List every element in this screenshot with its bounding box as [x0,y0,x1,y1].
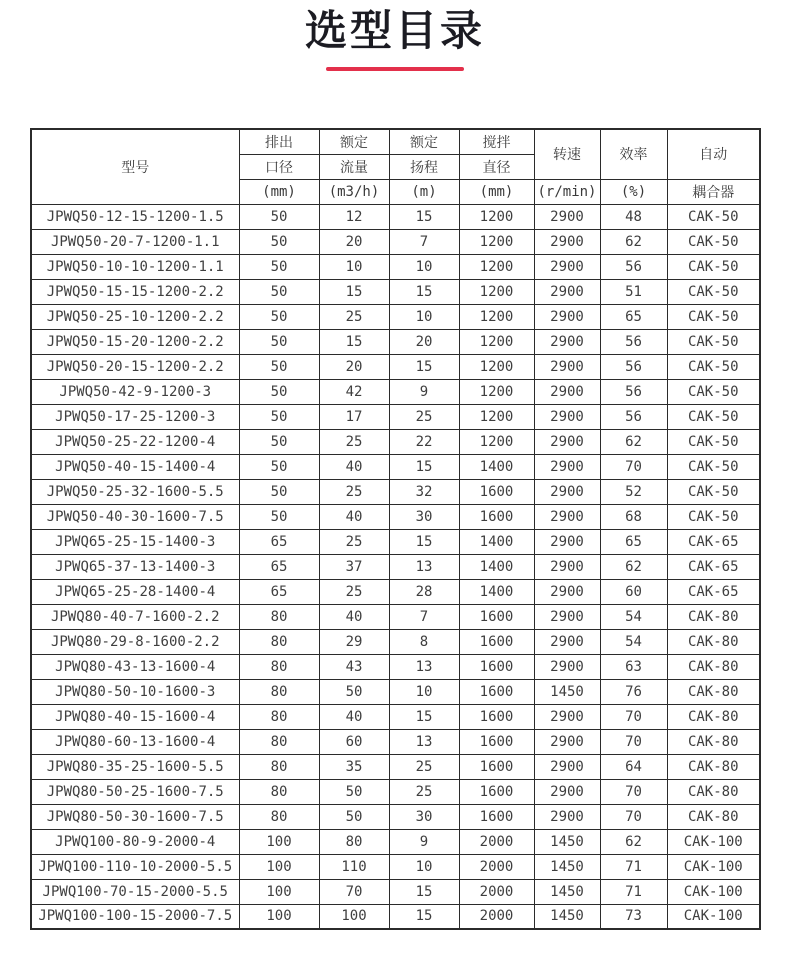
cell-rated-head: 30 [389,504,459,529]
cell-model: JPWQ50-42-9-1200-3 [31,379,239,404]
header-auto-coupler-unit: 耦合器 [667,179,760,204]
cell-auto-coupler: CAK-80 [667,704,760,729]
cell-speed: 2900 [534,204,600,229]
cell-mixing-diameter: 1200 [459,354,534,379]
cell-mixing-diameter: 1200 [459,429,534,454]
cell-mixing-diameter: 1400 [459,454,534,479]
cell-rated-flow: 25 [319,429,389,454]
cell-rated-head: 15 [389,529,459,554]
page-header [0,0,790,71]
cell-speed: 2900 [534,479,600,504]
cell-outlet-diameter: 50 [239,279,319,304]
cell-efficiency: 73 [600,904,667,929]
table-row [31,754,760,779]
header-mixing-mid: 直径 [459,154,534,179]
table-row [31,454,760,479]
cell-auto-coupler: CAK-50 [667,479,760,504]
cell-model: JPWQ50-15-15-1200-2.2 [31,279,239,304]
cell-auto-coupler: CAK-80 [667,629,760,654]
cell-auto-coupler: CAK-50 [667,454,760,479]
cell-rated-head: 22 [389,429,459,454]
cell-rated-head: 20 [389,329,459,354]
cell-outlet-diameter: 50 [239,454,319,479]
cell-auto-coupler: CAK-50 [667,379,760,404]
cell-outlet-diameter: 80 [239,604,319,629]
cell-rated-flow: 20 [319,354,389,379]
cell-rated-flow: 42 [319,379,389,404]
cell-auto-coupler: CAK-100 [667,879,760,904]
cell-auto-coupler: CAK-80 [667,754,760,779]
cell-auto-coupler: CAK-65 [667,579,760,604]
cell-auto-coupler: CAK-80 [667,779,760,804]
cell-model: JPWQ100-110-10-2000-5.5 [31,854,239,879]
table-row [31,354,760,379]
cell-mixing-diameter: 1600 [459,504,534,529]
cell-efficiency: 65 [600,304,667,329]
table-row [31,429,760,454]
cell-rated-head: 15 [389,704,459,729]
cell-outlet-diameter: 50 [239,229,319,254]
cell-efficiency: 56 [600,329,667,354]
header-flow-unit: (m3/h) [319,179,389,204]
cell-auto-coupler: CAK-50 [667,279,760,304]
cell-rated-flow: 80 [319,829,389,854]
cell-rated-head: 9 [389,379,459,404]
cell-model: JPWQ80-50-30-1600-7.5 [31,804,239,829]
header-efficiency-unit: (%) [600,179,667,204]
table-row [31,529,760,554]
cell-outlet-diameter: 50 [239,204,319,229]
cell-mixing-diameter: 2000 [459,904,534,929]
cell-speed: 2900 [534,429,600,454]
cell-auto-coupler: CAK-80 [667,804,760,829]
table-row [31,379,760,404]
cell-speed: 2900 [534,579,600,604]
cell-auto-coupler: CAK-50 [667,304,760,329]
cell-mixing-diameter: 1200 [459,229,534,254]
header-auto-coupler: 自动 [667,129,760,179]
cell-model: JPWQ80-43-13-1600-4 [31,654,239,679]
cell-model: JPWQ50-12-15-1200-1.5 [31,204,239,229]
cell-outlet-diameter: 50 [239,404,319,429]
cell-auto-coupler: CAK-80 [667,729,760,754]
cell-auto-coupler: CAK-65 [667,554,760,579]
cell-model: JPWQ65-25-28-1400-4 [31,579,239,604]
cell-rated-head: 15 [389,879,459,904]
cell-rated-head: 10 [389,679,459,704]
cell-rated-head: 15 [389,354,459,379]
table-row [31,604,760,629]
cell-auto-coupler: CAK-50 [667,204,760,229]
cell-speed: 2900 [534,804,600,829]
cell-rated-head: 15 [389,204,459,229]
cell-rated-flow: 100 [319,904,389,929]
cell-speed: 2900 [534,379,600,404]
cell-auto-coupler: CAK-50 [667,354,760,379]
cell-efficiency: 54 [600,604,667,629]
cell-outlet-diameter: 65 [239,529,319,554]
cell-model: JPWQ80-40-15-1600-4 [31,704,239,729]
table-row [31,729,760,754]
cell-mixing-diameter: 1200 [459,279,534,304]
cell-model: JPWQ50-15-20-1200-2.2 [31,329,239,354]
cell-efficiency: 56 [600,379,667,404]
cell-rated-head: 15 [389,454,459,479]
cell-mixing-diameter: 1400 [459,579,534,604]
cell-model: JPWQ50-10-10-1200-1.1 [31,254,239,279]
cell-model: JPWQ100-80-9-2000-4 [31,829,239,854]
cell-speed: 2900 [534,454,600,479]
cell-efficiency: 65 [600,529,667,554]
cell-auto-coupler: CAK-50 [667,429,760,454]
cell-rated-head: 9 [389,829,459,854]
cell-speed: 2900 [534,654,600,679]
cell-efficiency: 70 [600,729,667,754]
cell-auto-coupler: CAK-50 [667,504,760,529]
cell-outlet-diameter: 50 [239,329,319,354]
cell-rated-flow: 50 [319,779,389,804]
cell-speed: 2900 [534,604,600,629]
cell-mixing-diameter: 1200 [459,254,534,279]
cell-efficiency: 70 [600,804,667,829]
cell-outlet-diameter: 100 [239,904,319,929]
cell-speed: 1450 [534,904,600,929]
cell-speed: 1450 [534,879,600,904]
cell-efficiency: 62 [600,554,667,579]
cell-outlet-diameter: 80 [239,704,319,729]
cell-efficiency: 56 [600,254,667,279]
cell-efficiency: 63 [600,654,667,679]
cell-rated-flow: 10 [319,254,389,279]
header-flow-mid: 流量 [319,154,389,179]
cell-rated-flow: 25 [319,479,389,504]
cell-mixing-diameter: 1400 [459,529,534,554]
header-mixing-top: 搅拌 [459,129,534,154]
cell-model: JPWQ100-100-15-2000-7.5 [31,904,239,929]
cell-outlet-diameter: 50 [239,379,319,404]
table-row [31,879,760,904]
cell-mixing-diameter: 1600 [459,629,534,654]
cell-model: JPWQ80-40-7-1600-2.2 [31,604,239,629]
table-row [31,654,760,679]
cell-speed: 2900 [534,229,600,254]
cell-efficiency: 60 [600,579,667,604]
cell-outlet-diameter: 80 [239,804,319,829]
table-row [31,404,760,429]
cell-rated-head: 25 [389,754,459,779]
cell-efficiency: 62 [600,229,667,254]
cell-mixing-diameter: 1600 [459,804,534,829]
cell-mixing-diameter: 1600 [459,704,534,729]
cell-rated-flow: 40 [319,604,389,629]
cell-efficiency: 56 [600,354,667,379]
cell-outlet-diameter: 100 [239,879,319,904]
cell-model: JPWQ100-70-15-2000-5.5 [31,879,239,904]
cell-outlet-diameter: 50 [239,354,319,379]
header-outlet-top: 排出 [239,129,319,154]
cell-speed: 2900 [534,504,600,529]
cell-rated-flow: 17 [319,404,389,429]
cell-efficiency: 70 [600,779,667,804]
cell-outlet-diameter: 100 [239,829,319,854]
header-head-mid: 扬程 [389,154,459,179]
cell-outlet-diameter: 65 [239,579,319,604]
cell-rated-head: 32 [389,479,459,504]
cell-efficiency: 64 [600,754,667,779]
cell-efficiency: 68 [600,504,667,529]
cell-mixing-diameter: 1400 [459,554,534,579]
cell-outlet-diameter: 80 [239,754,319,779]
cell-mixing-diameter: 2000 [459,829,534,854]
table-row [31,554,760,579]
cell-rated-flow: 15 [319,279,389,304]
cell-outlet-diameter: 80 [239,729,319,754]
cell-mixing-diameter: 1200 [459,329,534,354]
cell-mixing-diameter: 1600 [459,654,534,679]
table-row [31,254,760,279]
header-mixing-unit: (mm) [459,179,534,204]
cell-rated-head: 13 [389,729,459,754]
cell-efficiency: 71 [600,879,667,904]
cell-rated-head: 7 [389,604,459,629]
cell-rated-flow: 25 [319,579,389,604]
cell-efficiency: 76 [600,679,667,704]
cell-efficiency: 71 [600,854,667,879]
cell-speed: 2900 [534,779,600,804]
header-head-unit: (m) [389,179,459,204]
cell-mixing-diameter: 1200 [459,379,534,404]
title-underline-accent [326,67,464,71]
cell-model: JPWQ50-20-15-1200-2.2 [31,354,239,379]
cell-speed: 2900 [534,529,600,554]
cell-auto-coupler: CAK-80 [667,604,760,629]
table-row [31,854,760,879]
cell-rated-flow: 110 [319,854,389,879]
header-flow-top: 额定 [319,129,389,154]
table-row [31,829,760,854]
table-row [31,679,760,704]
cell-rated-head: 30 [389,804,459,829]
cell-auto-coupler: CAK-50 [667,229,760,254]
cell-rated-flow: 20 [319,229,389,254]
cell-rated-head: 7 [389,229,459,254]
cell-rated-head: 13 [389,654,459,679]
cell-rated-head: 13 [389,554,459,579]
cell-outlet-diameter: 50 [239,504,319,529]
cell-speed: 2900 [534,754,600,779]
cell-rated-flow: 15 [319,329,389,354]
table-row [31,229,760,254]
cell-rated-flow: 50 [319,804,389,829]
cell-speed: 1450 [534,829,600,854]
cell-mixing-diameter: 1600 [459,779,534,804]
cell-outlet-diameter: 100 [239,854,319,879]
cell-auto-coupler: CAK-50 [667,329,760,354]
table-row [31,579,760,604]
header-speed: 转速 [534,129,600,179]
cell-rated-head: 10 [389,304,459,329]
cell-rated-flow: 60 [319,729,389,754]
cell-efficiency: 56 [600,404,667,429]
table-row [31,704,760,729]
table-row [31,329,760,354]
cell-rated-head: 25 [389,404,459,429]
cell-speed: 1450 [534,854,600,879]
cell-rated-flow: 40 [319,504,389,529]
cell-auto-coupler: CAK-100 [667,854,760,879]
cell-auto-coupler: CAK-80 [667,654,760,679]
cell-efficiency: 70 [600,704,667,729]
page-title: 选型目录 [304,6,485,55]
cell-speed: 2900 [534,554,600,579]
cell-efficiency: 52 [600,479,667,504]
cell-speed: 2900 [534,254,600,279]
header-model: 型号 [31,129,239,204]
cell-efficiency: 51 [600,279,667,304]
cell-auto-coupler: CAK-80 [667,679,760,704]
cell-outlet-diameter: 80 [239,629,319,654]
cell-efficiency: 54 [600,629,667,654]
header-outlet-unit: (mm) [239,179,319,204]
table-row [31,629,760,654]
cell-model: JPWQ50-25-10-1200-2.2 [31,304,239,329]
cell-model: JPWQ80-60-13-1600-4 [31,729,239,754]
cell-outlet-diameter: 50 [239,479,319,504]
cell-efficiency: 62 [600,429,667,454]
cell-speed: 1450 [534,679,600,704]
cell-speed: 2900 [534,279,600,304]
cell-mixing-diameter: 1600 [459,479,534,504]
header-outlet-mid: 口径 [239,154,319,179]
cell-model: JPWQ50-25-22-1200-4 [31,429,239,454]
cell-rated-head: 8 [389,629,459,654]
cell-outlet-diameter: 50 [239,254,319,279]
cell-speed: 2900 [534,704,600,729]
cell-mixing-diameter: 1200 [459,304,534,329]
cell-outlet-diameter: 65 [239,554,319,579]
table-row [31,204,760,229]
cell-model: JPWQ50-40-30-1600-7.5 [31,504,239,529]
cell-speed: 2900 [534,354,600,379]
cell-rated-flow: 40 [319,454,389,479]
cell-mixing-diameter: 2000 [459,879,534,904]
cell-rated-flow: 37 [319,554,389,579]
cell-outlet-diameter: 50 [239,429,319,454]
cell-rated-flow: 35 [319,754,389,779]
table-row [31,904,760,929]
cell-model: JPWQ50-40-15-1400-4 [31,454,239,479]
cell-speed: 2900 [534,304,600,329]
cell-auto-coupler: CAK-100 [667,829,760,854]
cell-outlet-diameter: 50 [239,304,319,329]
cell-rated-head: 15 [389,279,459,304]
cell-speed: 2900 [534,629,600,654]
cell-auto-coupler: CAK-50 [667,254,760,279]
table-row [31,279,760,304]
cell-rated-flow: 40 [319,704,389,729]
cell-model: JPWQ50-20-7-1200-1.1 [31,229,239,254]
cell-model: JPWQ80-35-25-1600-5.5 [31,754,239,779]
table-header [31,129,760,204]
cell-model: JPWQ65-37-13-1400-3 [31,554,239,579]
header-speed-unit: (r/min) [534,179,600,204]
cell-mixing-diameter: 1200 [459,204,534,229]
cell-auto-coupler: CAK-100 [667,904,760,929]
cell-mixing-diameter: 1600 [459,604,534,629]
cell-model: JPWQ50-25-32-1600-5.5 [31,479,239,504]
cell-efficiency: 62 [600,829,667,854]
cell-rated-flow: 50 [319,679,389,704]
cell-rated-flow: 25 [319,529,389,554]
cell-rated-flow: 25 [319,304,389,329]
cell-efficiency: 48 [600,204,667,229]
cell-model: JPWQ80-29-8-1600-2.2 [31,629,239,654]
header-head-top: 额定 [389,129,459,154]
cell-outlet-diameter: 80 [239,779,319,804]
cell-outlet-diameter: 80 [239,654,319,679]
cell-rated-flow: 29 [319,629,389,654]
header-row-1 [31,129,760,154]
selection-catalog-table [30,128,761,930]
cell-rated-flow: 43 [319,654,389,679]
table-row [31,304,760,329]
cell-mixing-diameter: 1600 [459,729,534,754]
cell-model: JPWQ80-50-10-1600-3 [31,679,239,704]
table-row [31,479,760,504]
cell-rated-head: 10 [389,254,459,279]
cell-speed: 2900 [534,729,600,754]
cell-mixing-diameter: 1200 [459,404,534,429]
cell-model: JPWQ80-50-25-1600-7.5 [31,779,239,804]
cell-model: JPWQ50-17-25-1200-3 [31,404,239,429]
cell-rated-flow: 12 [319,204,389,229]
cell-speed: 2900 [534,329,600,354]
cell-mixing-diameter: 1600 [459,679,534,704]
cell-outlet-diameter: 80 [239,679,319,704]
cell-model: JPWQ65-25-15-1400-3 [31,529,239,554]
cell-auto-coupler: CAK-50 [667,404,760,429]
table-row [31,504,760,529]
cell-rated-head: 10 [389,854,459,879]
cell-auto-coupler: CAK-65 [667,529,760,554]
cell-mixing-diameter: 2000 [459,854,534,879]
cell-rated-head: 28 [389,579,459,604]
cell-efficiency: 70 [600,454,667,479]
cell-rated-head: 15 [389,904,459,929]
cell-rated-flow: 70 [319,879,389,904]
cell-mixing-diameter: 1600 [459,754,534,779]
table-body [31,204,760,929]
cell-speed: 2900 [534,404,600,429]
header-efficiency: 效率 [600,129,667,179]
cell-rated-head: 25 [389,779,459,804]
table-row [31,804,760,829]
table-row [31,779,760,804]
